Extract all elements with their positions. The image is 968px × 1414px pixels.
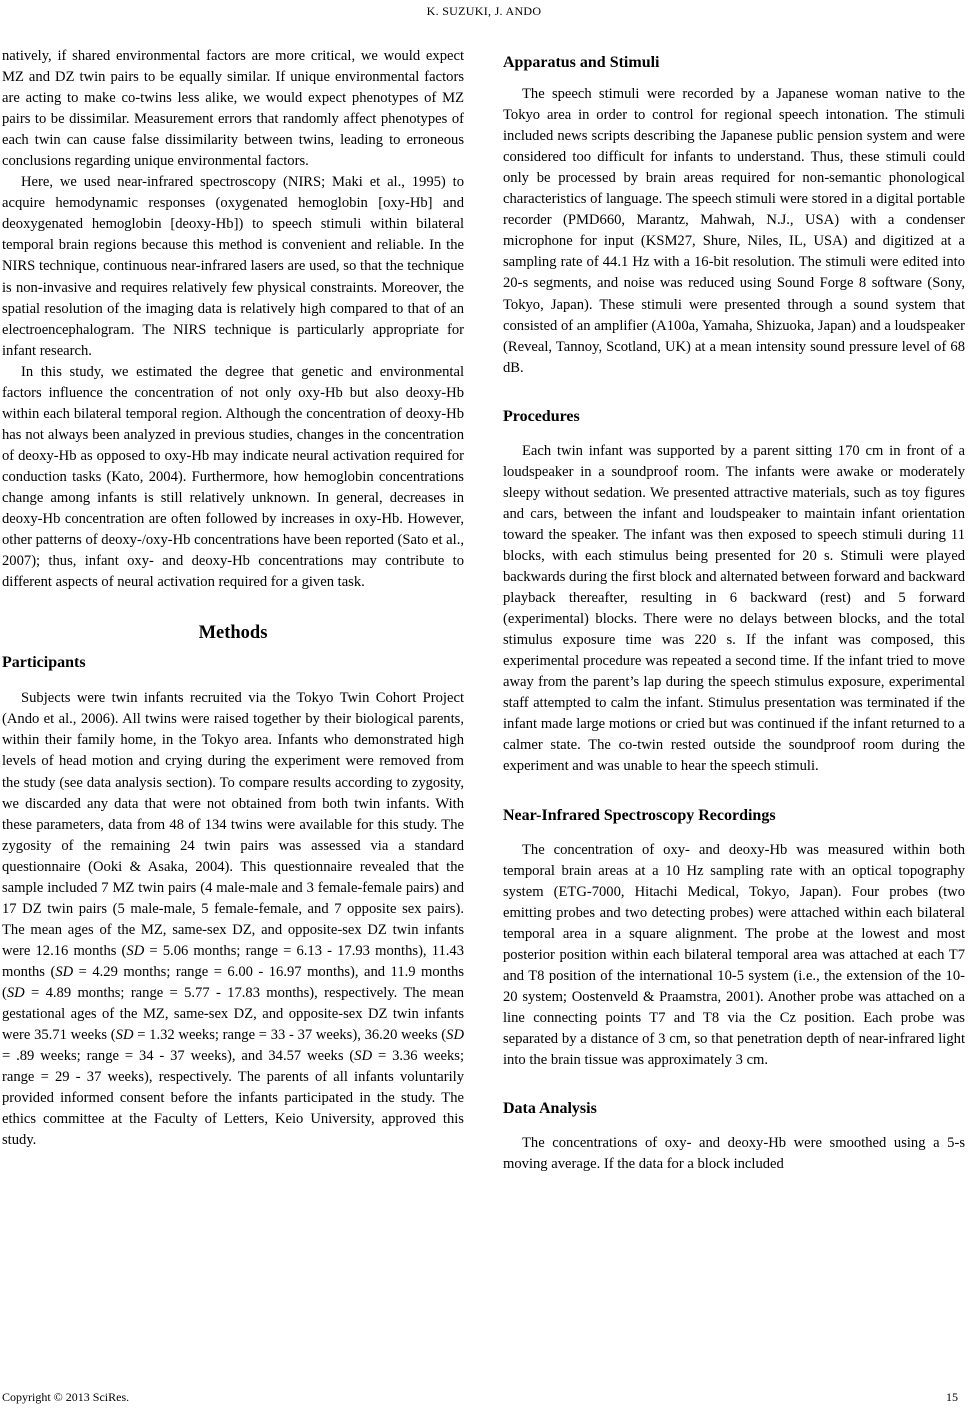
subsection-heading-nirs: Near-Infrared Spectroscopy Recordings xyxy=(503,806,776,824)
subsection-heading-apparatus: Apparatus and Stimuli xyxy=(503,54,660,71)
subsection-heading-procedures: Procedures xyxy=(503,407,580,425)
paragraph: The concentration of oxy- and deoxy-Hb was measured within both temporal brain areas at a 10 Hz sampling rate with an optical topography system (ETG-7000, Hitachi Medical, Tokyo, Japan). Four probes (two emitting probes and two detecting probes) were attached within each bilateral temporal area in a square alignment. The probe at the lowest and most posterior position within each bilateral temporal area was attached at each T7 and T8 position of the international 10-5 system (i.e., the extension of the 10-20 system; Oostenveld & Praamstra, 2001). Another probe was attached on a line connecting points T7 and T8 via the Cz position. Each probe was separated by a distance of 3 cm, so that penetration depth of near-infrared light into the brain tissue was approximately 3 cm. xyxy=(503,841,965,1069)
subsection-heading-data-analysis: Data Analysis xyxy=(503,1100,597,1118)
copyright-notice: Copyright © 2013 SciRes. xyxy=(2,1390,130,1404)
paragraph: Each twin infant was supported by a parent sitting 170 cm in front of a loudspeaker in a soundproof room. The infants were awake or moderately sleepy without sedation. We presented attractive materials, such as toy figures and cars, between the infant and loudspeaker to maintain infant orientation toward the speaker. The infant was then exposed to speech stimuli during 11 blocks, with each stimulus being presented for 20 s. Stimuli were played backwards during the first block and alternated between forward and backward playback thereafter, resulting in 6 backward (rest) and 5 forward (experimental) blocks. There were no delays between blocks, and the total stimulus exposure time was 220 s. If the infant was composed, this experimental procedure was repeated a second time. If the infant tried to move away from the parent’s lap during the speech stimulus exposure, experimental staff attempted to calm the infant. Stimulus presentation was terminated if the infant made large motions or cried but was continued if the infant returned to a calmer state. The co-twin rested outside the soundproof room during the experiment and was unable to hear the speech stimuli. xyxy=(503,442,965,775)
paragraph: Here, we used near-infrared spectroscopy (NIRS; Maki et al., 1995) to acquire hemodynamic responses (oxygenated hemoglobin [oxy-Hb] and deoxygenated hemoglobin [deoxy-Hb]) to speech stimuli within bilateral temporal brain regions because this method is convenient and reliable. In the NIRS technique, continuous near-infrared lasers are used, so that the technique is non-invasive and requires relatively few physical constraints. Moreover, the spatial resolution of the imaging data is relatively high compared to that of an electroencephalogram. The NIRS technique is particularly appropriate for infant research. xyxy=(2,174,464,359)
section-heading-methods: Methods xyxy=(198,623,268,644)
paragraph: The concentrations of oxy- and deoxy-Hb were smoothed using a 5-s moving average. If the data for a block included xyxy=(503,1135,965,1173)
page-number: 15 xyxy=(946,1390,958,1404)
subsection-heading-participants: Participants xyxy=(2,654,86,672)
left-column xyxy=(2,46,464,1151)
right-column xyxy=(503,46,965,1175)
paragraph: natively, if shared environmental factors are more critical, we would expect MZ and DZ twin pairs to be equally similar. If unique environmental factors are acting to make co-twins less alike, we would expect phenotypes of MZ pairs to be dissimilar. Measurement errors that randomly affect phenotypes of each twin can cause false dissimilarity between twins, leading to erroneous conclusions regarding unique environmental factors. xyxy=(2,48,464,170)
paragraph-participants: Subjects were twin infants recruited via the Tokyo Twin Cohort Project (Ando et al., 2006). All twins were raised together by their biological parents, within their family home, in the Tokyo area. Infants who demonstrated high levels of head motion and crying during the experiment were removed from the study (see data analysis section). To compare results according to zygosity, we discarded any data that were not obtained from both twin infants. With these parameters, data from 48 of 134 twins were available for this study. The zygosity of the remaining 24 twin pairs was assessed via a standard questionnaire (Ooki & Asaka, 2004). This questionnaire revealed that the sample included 7 MZ twin pairs (4 male-male and 3 female-female pairs) and 17 DZ twin pairs (5 male-male, 5 female-female, and 7 opposite sex pairs). The mean ages of the MZ, same-sex DZ, and opposite-sex DZ twin infants were 12.16 months (SD = 5.06 months; range = 6.13 - 17.93 months), 11.43 months (SD = 4.29 months; range = 6.00 - 16.97 months), and 11.9 months (SD = 4.89 months; range = 5.77 - 17.83 months), respectively. The mean gestational ages of the MZ, same-sex DZ, and opposite-sex DZ twin infants were 35.71 weeks (SD = 1.32 weeks; range = 33 - 37 weeks), 36.20 weeks (SD = .89 weeks; range = 34 - 37 weeks), and 34.57 weeks (SD = 3.36 weeks; range = 29 - 37 weeks), respectively. The parents of all infants voluntarily provided informed consent before the infants participated in the study. The ethics committee at the Faculty of Letters, Keio University, approved this study. xyxy=(2,690,465,1149)
paragraph: In this study, we estimated the degree that genetic and environmental factors influence the concentration of not only oxy-Hb but also deoxy-Hb within each bilateral temporal region. Although the concentration of deoxy-Hb has not always been analyzed in previous studies, changes in the concentration of deoxy-Hb as opposed to oxy-Hb may indicate neural activation required for conduction tasks (Kato, 2004). Furthermore, how hemoglobin concentrations change among infants is still relatively unknown. In general, decreases in deoxy-Hb concentration are often followed by increases in oxy-Hb. However, other patterns of deoxy-/oxy-Hb concentrations have been reported (Sato et al., 2007); thus, infant oxy- and deoxy-Hb concentrations may contribute to different aspects of neural activation required for a given task. xyxy=(2,363,464,591)
running-head: K. SUZUKI, J. ANDO xyxy=(426,4,542,18)
paragraph: The speech stimuli were recorded by a Japanese woman native to the Tokyo area in order to control for regional speech intonation. The stimuli included news scripts describing the Japanese public pension system and were considered too difficult for infants to understand. Thus, these stimuli could only be processed by brain areas required for non-semantic phonological characteristics of language. The speech stimuli were stored in a digital portable recorder (PMD660, Marantz, Mahwah, N.J., USA) with a condenser microphone for input (KSM27, Shure, Niles, IL, USA) and digitized at a sampling rate of 44.1 Hz with a 16-bit resolution. The stimuli were edited into 20-s segments, and noise was reduced using Sound Forge 8 software (Sony, Tokyo, Japan). These stimuli were presented through a sound system that consisted of an amplifier (A100a, Yamaha, Shizuoka, Japan) and a loudspeaker (Reveal, Tannoy, Scotland, UK) at a mean intensity sound pressure level of 68 dB. xyxy=(503,86,966,376)
